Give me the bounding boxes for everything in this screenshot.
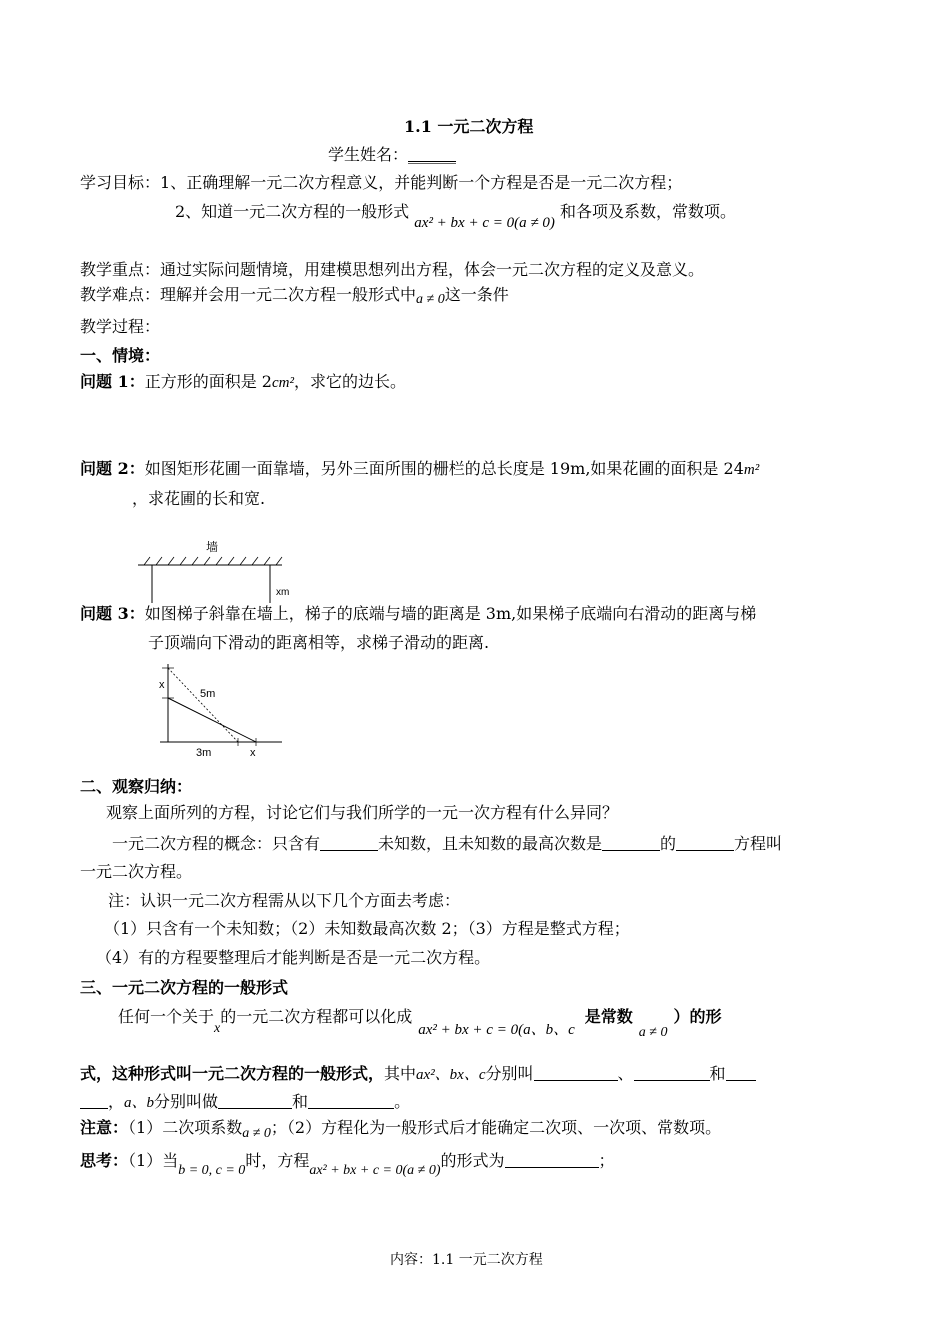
ladder-length: 5m (200, 688, 216, 700)
term-blank-2[interactable] (634, 1066, 710, 1081)
term-blank-3[interactable] (726, 1066, 756, 1081)
constants-label: 是常数 (584, 1007, 633, 1026)
objective-2-text: 2、知道一元二次方程的一般形式 (175, 202, 410, 221)
coef-end: 。 (394, 1092, 411, 1111)
coef-called: 分别叫做 (154, 1092, 219, 1111)
question-3 (80, 604, 756, 623)
question-3-cont: 子顶端向下滑动的距离相等，求梯子滑动的距离. (148, 633, 490, 652)
term-blank-1[interactable] (534, 1066, 618, 1081)
general-cond: a ≠ 0 (638, 1025, 668, 1040)
ladder-x-top: x (159, 679, 165, 691)
question-1-text: 正方形的面积是 2 (144, 372, 272, 391)
question-3-label: 问题 3： (80, 604, 145, 623)
term-and: 和 (709, 1064, 726, 1083)
coef-blank-2[interactable] (308, 1094, 394, 1109)
concept-line (112, 834, 782, 853)
coef-letters: a、b (124, 1095, 155, 1111)
difficulty-text: 教学难点：理解并会用一元二次方程一般形式中 (80, 285, 417, 304)
wall-label: 墙 (205, 540, 219, 554)
coef-and: 和 (292, 1092, 309, 1111)
question-1-tail: ，求它的边长。 (294, 372, 407, 391)
objective-1-text: 1、正确理解一元二次方程意义，并能判断一个方程是否是一元二次方程； (160, 173, 683, 192)
difficulty-tail: 这一条件 (444, 285, 509, 304)
concept-text: 一元二次方程的概念：只含有 (112, 834, 321, 853)
student-name-blank[interactable]: ______ (408, 145, 457, 164)
question-3-text: 如图梯子斜靠在墙上，梯子的底端与墙的距离是 3m,如果梯子底端向右滑动的距离与梯 (144, 604, 757, 623)
ladder-figure (150, 662, 285, 762)
question-2-label: 问题 2： (80, 459, 145, 478)
question-1 (80, 372, 406, 392)
question-2-cont: ，求花圃的长和宽. (132, 489, 266, 508)
attention-tail: ；（2）方程化为一般形式后才能确定二次项、一次项、常数项。 (270, 1118, 722, 1137)
objective-2 (175, 202, 736, 231)
attention-line (80, 1118, 721, 1139)
concept-blank-2[interactable] (602, 836, 660, 851)
observe-text: 观察上面所列的方程，讨论它们与我们所学的一元一次方程有什么异同？ (106, 803, 619, 822)
section-2-heading: 二、观察归纳： (80, 777, 193, 796)
garden-figure (130, 535, 300, 605)
think-label: 思考： (80, 1151, 129, 1170)
section-1-heading: 一、情境： (80, 346, 161, 365)
question-2-text: 如图矩形花圃一面靠墙，另外三面所围的栅栏的总长度是 19m,如果花圃的面积是 24 (144, 459, 744, 478)
question-2 (80, 459, 759, 479)
think-cond: b = 0, c = 0 (178, 1163, 246, 1178)
general-called: 分别叫 (485, 1064, 534, 1083)
think-line (80, 1151, 615, 1178)
concept-line-2: 一元二次方程。 (80, 862, 193, 881)
attention-text: （1）二次项系数 (128, 1118, 243, 1137)
process-label: 教学过程： (80, 317, 161, 336)
general-text-2: 的一元二次方程都可以化成 (220, 1007, 413, 1026)
general-text: 任何一个关于 (118, 1007, 215, 1026)
general-which: 其中 (384, 1064, 417, 1083)
objective-1 (80, 173, 682, 192)
concept-blank-3[interactable] (676, 836, 734, 851)
ladder-x-bottom: x (250, 747, 256, 759)
section-3-heading: 三、一元二次方程的一般形式 (80, 978, 289, 997)
general-def: 式，这种形式叫一元二次方程的一般形式， (80, 1064, 385, 1083)
coef-blank-1[interactable] (218, 1094, 292, 1109)
term-blank-3-cont[interactable] (80, 1094, 108, 1109)
concept-text-4: 方程叫 (734, 834, 783, 853)
note-intro: 注：认识一元二次方程需从以下几个方面去考虑： (108, 891, 461, 910)
general-tail: ）的形 (673, 1007, 722, 1026)
general-form-line (118, 1007, 722, 1040)
student-name-line (328, 145, 456, 164)
think-end: ； (598, 1151, 615, 1170)
variable-x: x (214, 1021, 221, 1036)
think-formula: ax² + bx + c = 0(a ≠ 0) (309, 1163, 441, 1178)
objective-2-tail: 和各项及系数，常数项。 (559, 202, 736, 221)
attention-cond: a ≠ 0 (242, 1126, 271, 1141)
term-sep: 、 (617, 1064, 634, 1083)
concept-text-2: 未知数，且未知数的最高次数是 (378, 834, 603, 853)
general-line-3: ，a、b分别叫做 和 。 (80, 1092, 410, 1112)
note-items: （1）只含有一个未知数；（2）未知数最高次数 2；（3）方程是整式方程； (104, 919, 630, 938)
difficulty (80, 285, 509, 306)
concept-blank-1[interactable] (320, 836, 378, 851)
think-text: （1）当 (128, 1151, 179, 1170)
concept-text-3: 的 (660, 834, 677, 853)
general-terms: ax²、bx、c (416, 1067, 486, 1083)
width-label: xm (276, 587, 290, 598)
general-formula: ax² + bx + c = 0(a、b、c (418, 1022, 575, 1038)
student-name-label: 学生姓名： (328, 145, 409, 164)
think-blank[interactable] (505, 1153, 599, 1168)
ladder-base: 3m (196, 747, 212, 759)
page-title: 1.1 一元二次方程 (404, 117, 534, 136)
objectives-label: 学习目标： (80, 173, 161, 192)
think-mid: 时，方程 (245, 1151, 310, 1170)
difficulty-formula: a ≠ 0 (416, 292, 445, 307)
question-1-unit: cm² (272, 375, 294, 391)
think-post: 的形式为 (440, 1151, 505, 1170)
key-point: 教学重点：通过实际问题情境，用建模思想列出方程，体会一元二次方程的定义及意义。 (80, 260, 705, 279)
question-1-label: 问题 1： (80, 372, 145, 391)
page-footer: 内容：1.1 一元二次方程 (390, 1252, 543, 1268)
note-item-4: （4）有的方程要整理后才能判断是否是一元二次方程。 (96, 948, 491, 967)
general-line-2 (80, 1064, 756, 1084)
general-form-formula: ax² + bx + c = 0(a ≠ 0) (414, 215, 555, 231)
question-2-unit: m² (743, 462, 760, 478)
attention-label: 注意： (80, 1118, 129, 1137)
